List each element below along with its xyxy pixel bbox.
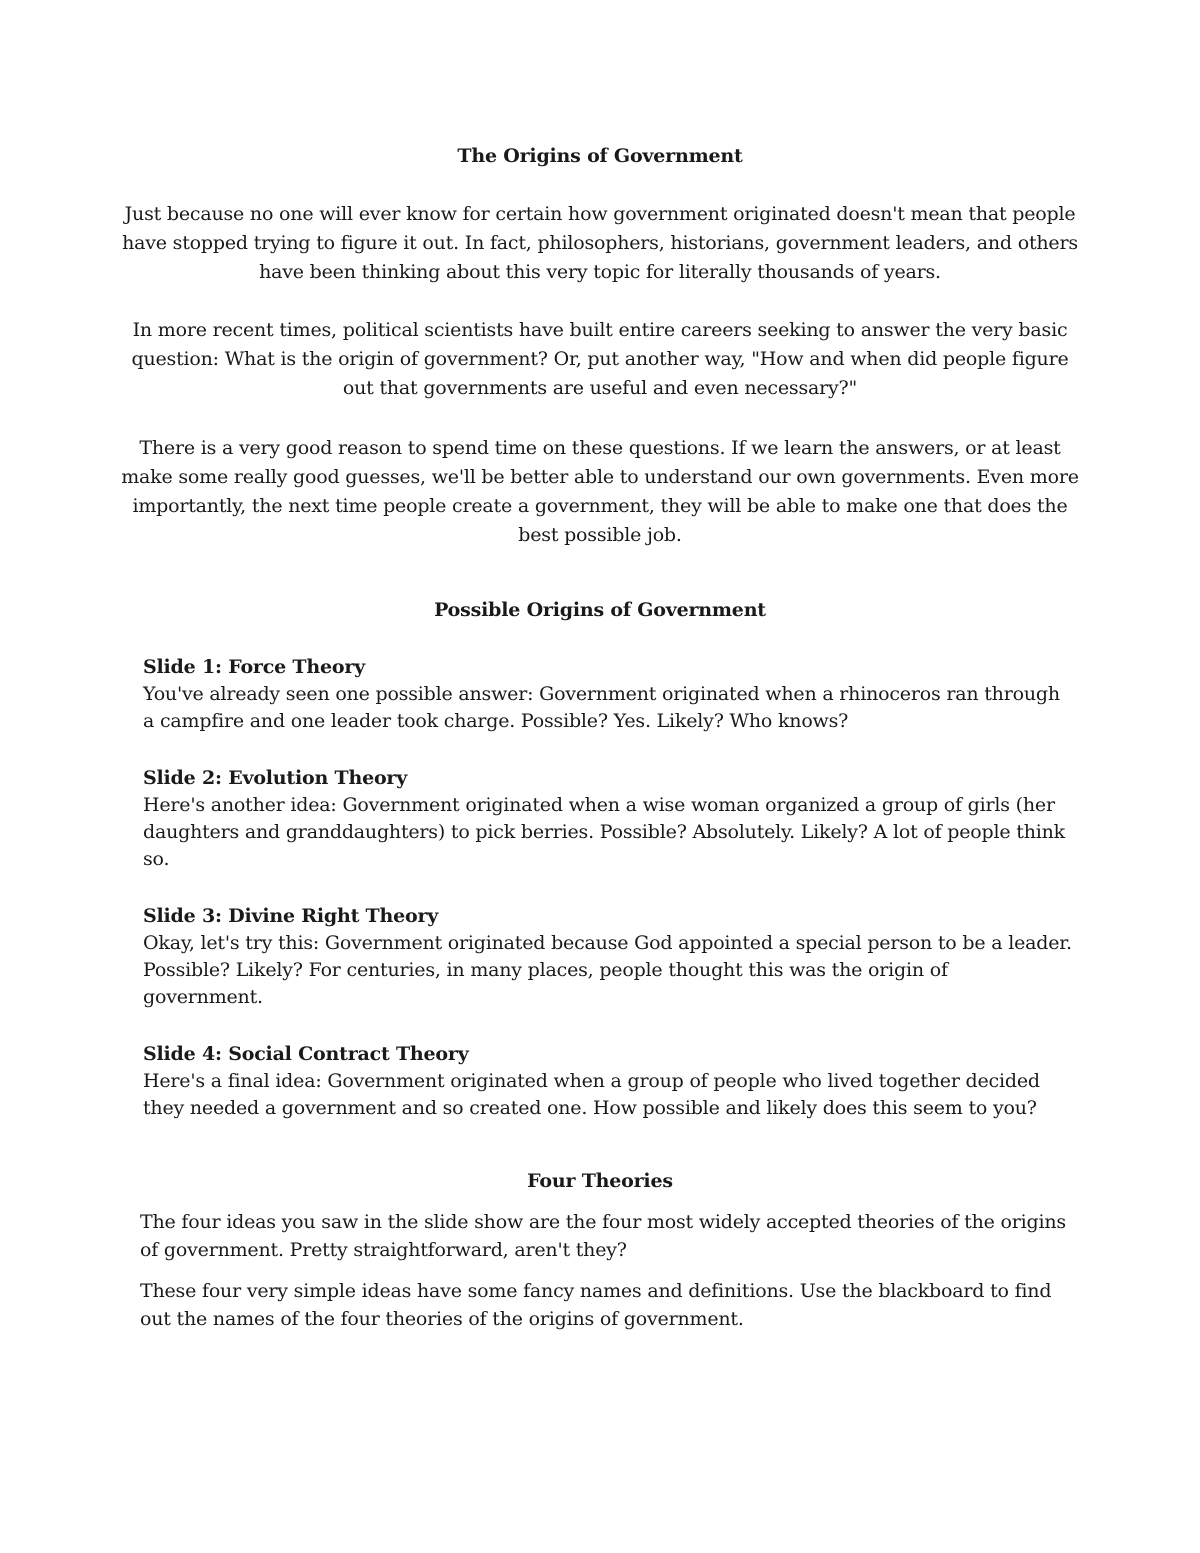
slide-3 — [143, 903, 1073, 1011]
intro-paragraph-2: In more recent times, political scientists have built entire careers seeking to answer the very basic question: What is the origin of government? Or, put another way, "How and when did people figure out that governments are useful and even necessary?" — [131, 319, 1069, 399]
slide-4-body: Here's a final idea: Government originated when a group of people who lived together decided they needed a government and so created one. How possible and likely does this seem to you? — [143, 1070, 1040, 1119]
slide-4-heading: Slide 4: Social Contract Theory — [143, 1043, 469, 1065]
closing-paragraph-1: The four ideas you saw in the slide show are the four most widely accepted theories of the origins of government. Pretty straightforward, aren't they? — [140, 1211, 1066, 1261]
slide-1-heading: Slide 1: Force Theory — [143, 656, 365, 678]
slide-2 — [143, 765, 1073, 873]
slide-1 — [143, 654, 1073, 735]
slide-3-body: Okay, let's try this: Government originated because God appointed a special person to be a leader. Possible? Likely? For centuries, in many places, people thought this was the origin of government. — [143, 932, 1072, 1008]
intro-paragraph-3: There is a very good reason to spend time on these questions. If we learn the answers, or at least make some really good guesses, we'll be better able to understand our own governments. Even more importantly, the next time people create a government, they will be able to make one that does the best possible job. — [121, 437, 1079, 546]
slide-3-heading: Slide 3: Divine Right Theory — [143, 905, 439, 927]
slide-4 — [143, 1041, 1073, 1122]
section-heading-possible-origins: Possible Origins of Government — [434, 599, 766, 621]
closing-paragraph-2: These four very simple ideas have some fancy names and definitions. Use the blackboard to find out the names of the four theories of the origins of government. — [140, 1280, 1052, 1330]
slide-1-body: You've already seen one possible answer: Government originated when a rhinoceros ran through a campfire and one leader took charge. Possible? Yes. Likely? Who knows? — [143, 683, 1060, 732]
slide-2-body: Here's another idea: Government originated when a wise woman organized a group of girls (her daughters and granddaughters) to pick berries. Possible? Absolutely. Likely? A lot of people think so. — [143, 794, 1065, 870]
slide-2-heading: Slide 2: Evolution Theory — [143, 767, 408, 789]
document-title: The Origins of Government — [457, 145, 743, 167]
section-heading-four-theories: Four Theories — [527, 1170, 673, 1192]
intro-paragraph-1: Just because no one will ever know for certain how government originated doesn't mean that people have stopped trying to figure it out. In fact, philosophers, historians, government leaders, and others have been thinking about this very topic for literally thousands of years. — [122, 203, 1078, 283]
